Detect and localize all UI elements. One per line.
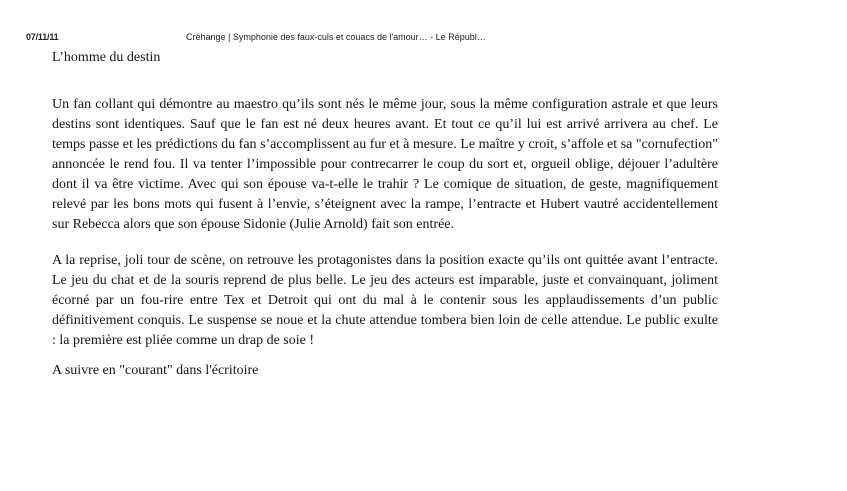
article-body <box>52 48 718 381</box>
print-date: 07/11/11 <box>26 32 59 42</box>
article-heading: L’homme du destin <box>52 50 161 65</box>
print-page-title: Créhange | Symphonie des faux-culs et couacs de l'amour… - Le Républ… <box>186 32 486 42</box>
article-closing-line: A suivre en "courant" dans l'écritoire <box>52 363 259 378</box>
article-paragraph: Un fan collant qui démontre au maestro qu’ils sont nés le même jour, sous la même configuration astrale et que leurs destins sont identiques. Sauf que le fan est né deux heures avant. Et tout ce qu’il lui est arrivé arrivera au chef. Le temps passe et les prédictions du fan s’accomplissent au fur et à mesure. Le maître y croit, s’affole et sa "cornufection" annoncée le rend fou. Il va tenter l’impossible pour contrecarrer le coup du sort et, orgueil oblige, déjouer l’adultère dont il va être victime. Avec qui son épouse va-t-elle le trahir ? Le comique de situation, de geste, magnifiquement relevé par les bons mots qui fusent à l’envie, s’éteignent avec la rampe, l’entracte et Hubert vautré accidentellement sur Rebecca alors que son épouse Sidonie (Julie Arnold) fait son entrée. <box>52 97 718 232</box>
article-paragraph: A la reprise, joli tour de scène, on retrouve les protagonistes dans la position exacte qu’ils ont quittée avant l’entracte. Le jeu du chat et de la souris reprend de plus belle. Le jeu des acteurs est imparable, juste et convainquant, joliment écorné par un fou-rire entre Tex et Detroit qui ont du mal à le contenir sous les applaudissements d’un public définitivement conquis. Le suspense se noue et la chute attendue tombera bien loin de celle attendue. Le public exulte : la première est pliée comme un drap de soie ! <box>52 253 718 348</box>
